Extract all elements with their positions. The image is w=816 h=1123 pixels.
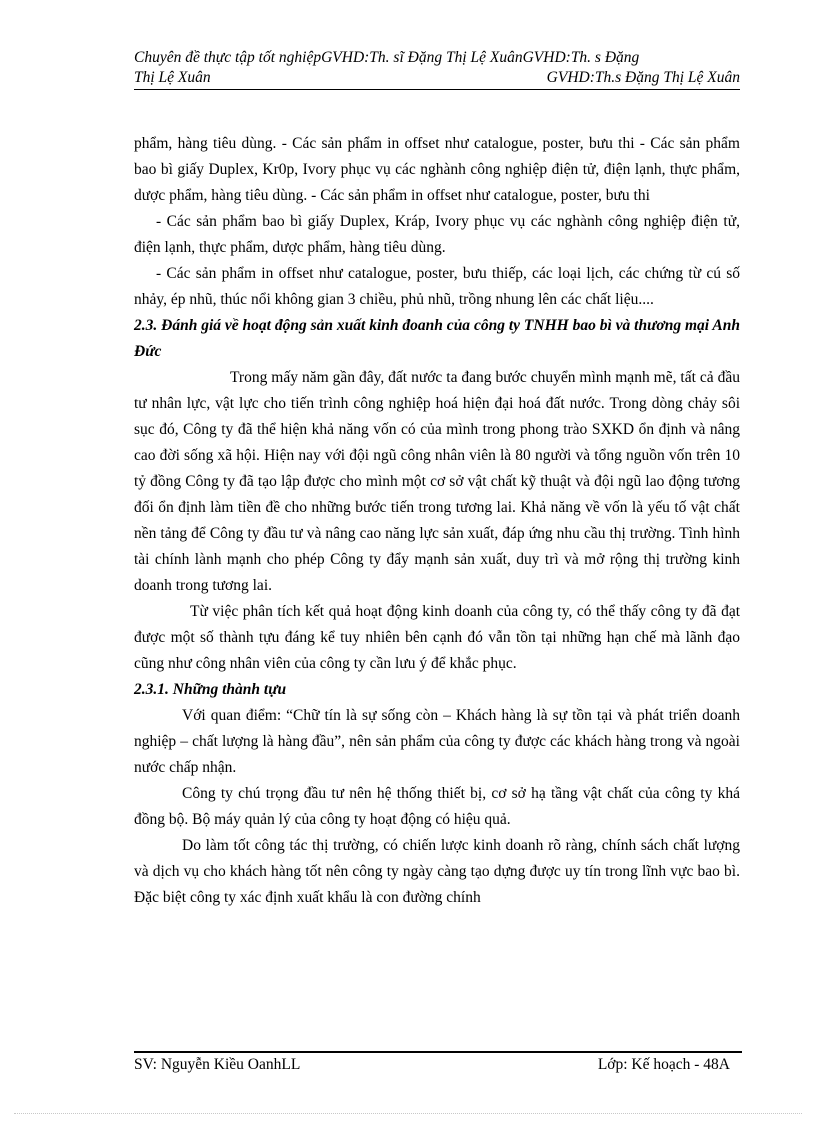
footer-student: SV: Nguyễn Kiều OanhLL <box>134 1056 301 1073</box>
paragraph-market: Do làm tốt công tác thị trường, có chiến lược kinh doanh rõ ràng, chính sách chất lượng và dịch vụ cho khách hàng tốt nên công ty ngày càng tạo dựng được uy tín trong lĩnh vực bao bì. Đặc biệt công ty xác định xuất khẩu là con đường chính <box>134 837 740 906</box>
document-body <box>134 131 740 911</box>
footer-class: Lớp: Kế hoạch - 48A <box>597 1056 730 1073</box>
page-footer <box>134 1056 730 1074</box>
paragraph-products-intro: phẩm, hàng tiêu dùng. - Các sản phẩm in offset như catalogue, poster, bưu thi - Các sản phẩm bao bì giấy Duplex, Kr0p, Ivory phục vụ các nghành công nghiệp điện tử, điện lạnh, thực phẩm, dược phẩm, hàng tiêu dùng. - Các sản phẩm in offset như catalogue, poster, bưu thi <box>134 135 740 204</box>
paragraph-overview: Trong mấy năm gần đây, đất nước ta đang bước chuyển mình mạnh mẽ, tất cả đầu tư nhân lực, vật lực cho tiến trình công nghiệp hoá hiện đại hoá đất nước. Trong dòng chảy sôi sục đó, Công ty đã thể hiện khả năng vốn có của mình trong phong trào SXKD ổn định và nâng cao đời sống xã hội. Hiện nay với đội ngũ công nhân viên là 80 người và tổng nguồn vốn trên 10 tỷ đồng Công ty đã tạo lập được cho mình một cơ sở vật chất kỹ thuật và đội ngũ lao động tương đối ổn định làm tiền đề cho những bước tiến trong tương lai. Khả năng về vốn là yếu tố vật chất nền tảng để Công ty đầu tư và nâng cao năng lực sản xuất, đáp ứng nhu cầu thị trường. Tình hình tài chính lành mạnh cho phép Công ty đẩy mạnh sản xuất, duy trì và mở rộng thị trường kinh doanh trong tương lai. <box>134 369 740 594</box>
header-line-2-left: Thị Lệ Xuân <box>134 69 211 86</box>
paragraph-investment: Công ty chú trọng đầu tư nên hệ thống thiết bị, cơ sở hạ tầng vật chất của công ty khá đồng bộ. Bộ máy quản lý của công ty hoạt động có hiệu quả. <box>134 785 740 828</box>
paragraph-packaging-products: - Các sản phẩm bao bì giấy Duplex, Kráp, Ivory phục vụ các nghành công nghiệp điện tử, điện lạnh, thực phẩm, dược phẩm, hàng tiêu dùng. <box>134 213 740 256</box>
page-bottom-dotted-border <box>14 1113 802 1114</box>
section-heading-2-3: 2.3. Đánh giá về hoạt động sản xuất kinh đoanh của công ty TNHH bao bì và thương mại Anh Đức <box>134 317 740 360</box>
paragraph-motto: Với quan điểm: “Chữ tín là sự sống còn – Khách hàng là sự tồn tại và phát triển doanh nghiệp – chất lượng là hàng đầu”, nên sản phẩm của công ty được các khách hàng trong và ngoài nước chấp nhận. <box>134 707 740 776</box>
footer-divider <box>134 1051 742 1053</box>
page-header <box>134 48 740 90</box>
header-line-2 <box>134 68 740 88</box>
header-line-2-right: GVHD:Th.s Đặng Thị Lệ Xuân <box>546 69 740 86</box>
header-line-1: Chuyên đề thực tập tốt nghiệpGVHD:Th. sĩ Đặng Thị Lệ XuânGVHD:Th. s Đặng <box>134 49 640 66</box>
paragraph-offset-products: - Các sản phẩm in offset như catalogue, poster, bưu thiếp, các loại lịch, các chứng từ cú số nhảy, ép nhũ, thúc nổi không gian 3 chiều, phủ nhũ, trồng nhung lên các chất liệu.... <box>134 265 740 308</box>
paragraph-analysis: Từ việc phân tích kết quả hoạt động kinh doanh của công ty, có thể thấy công ty đã đạt được một số thành tựu đáng kể tuy nhiên bên cạnh đó vẫn tồn tại những hạn chế mà lãnh đạo cũng như công nhân viên của công ty cần lưu ý để khắc phục. <box>134 603 740 672</box>
section-heading-2-3-1: 2.3.1. Những thành tựu <box>134 681 287 698</box>
